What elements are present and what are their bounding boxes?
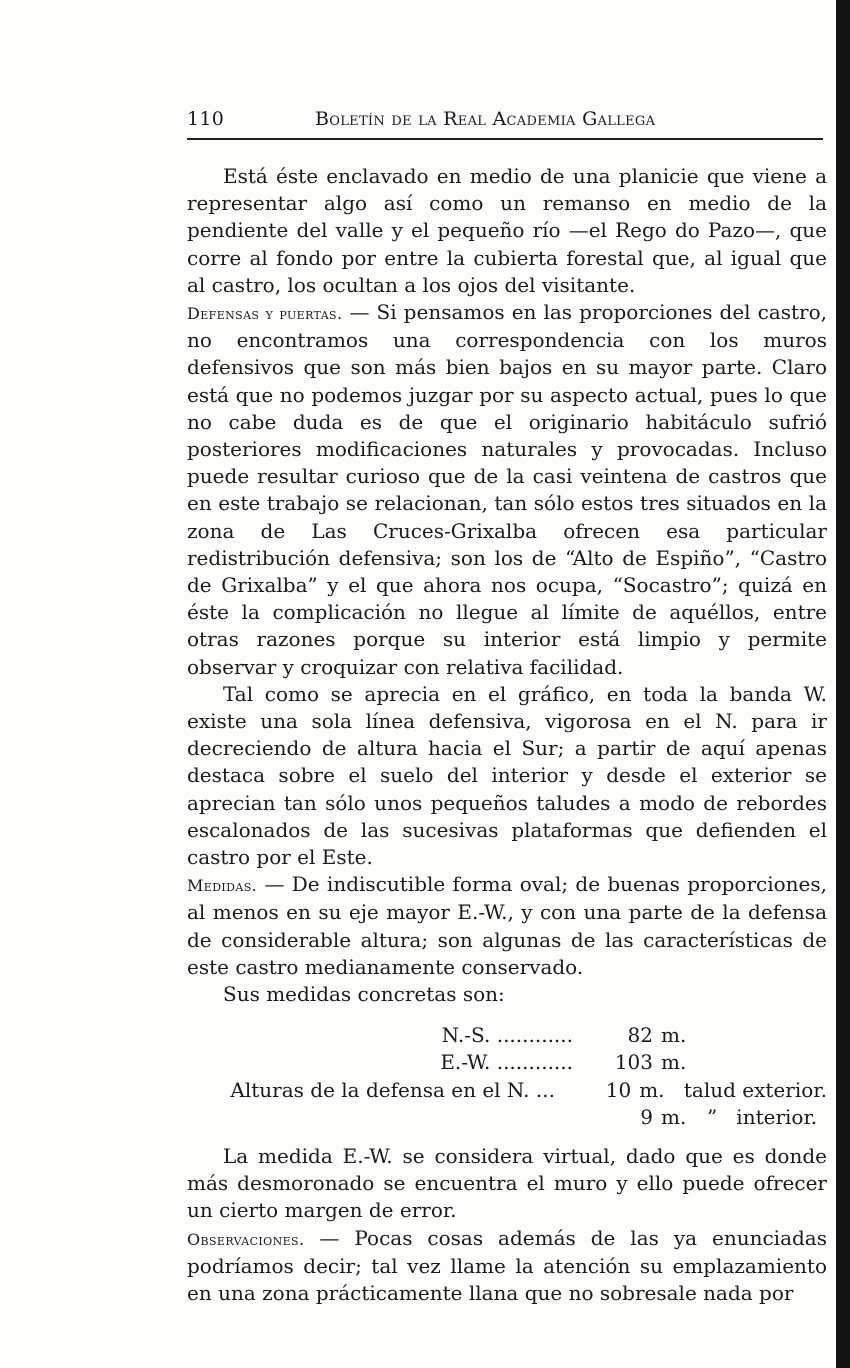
scan-edge-bar <box>836 0 850 1368</box>
paragraph-medida-virtual: La medida E.-W. se considera virtual, dado que es donde más desmoronado se encuentra el muro y ello puede ofrecer un cierto margen de error. <box>187 1144 827 1223</box>
section-heading-defensas: Defensas y puertas. <box>187 304 343 324</box>
measurement-row: N.-S. ............ 82 m. <box>441 1023 687 1048</box>
running-title: Boletín de la Real Academia Gallega <box>315 108 656 130</box>
measurement-row: E.-W. ............ 103 m. <box>440 1050 687 1075</box>
paragraph-medidas-intro: Sus medidas concretas son: <box>223 982 505 1007</box>
paragraph-defensas: Defensas y puertas. — Si pensamos en las proporciones del castro, no encontramos una correspondencia con los muros defensivos que son más bien bajos en su mayor parte. Claro está que no podemos juzgar por su aspecto actual, pues lo que no cabe duda es de que el originario habitáculo sufrió posteriores modificaciones naturales y provocadas. Incluso puede resultar curioso que de la casi veintena de castros que en este trabajo se relacionan, tan sólo estos tres situados en la zona de Las Cruces-Grixalba ofrecen esa particular redistribución defensiva; son los de “Alto de Espiño”, “Castro de Grixalba” y el que ahora nos ocupa, “Socastro”; quizá en éste la complicación no llegue al límite de aquéllos, entre otras razones porque su interior está limpio y permite observar y croquizar con relativa facilidad. <box>187 300 828 679</box>
paragraph-intro: Está éste enclavado en medio de una planicie que viene a representar algo así como un remanso en medio de la pendiente del valle y el pequeño río —el Rego do Pazo—, que corre al fondo por entre la cubierta forestal que, al igual que al castro, los ocultan a los ojos del visitante. <box>187 164 827 297</box>
header-rule <box>187 138 823 140</box>
page-number: 110 <box>187 108 225 130</box>
paragraph-observaciones: Observaciones. — Pocas cosas además de las ya enunciadas podríamos decir; tal vez llame la atención su emplazamiento en una zona prácticamente llana que no sobresale nada por <box>187 1225 827 1306</box>
page-header <box>187 108 823 134</box>
measurement-row: Alturas de la defensa en el N. ... 10 m. talud exterior. <box>230 1077 827 1102</box>
paragraph-medidas: Medidas. — De indiscutible forma oval; de buenas proporciones, al menos en su eje mayor E.-W., y con una parte de la defensa de considerable altura; son algunas de las características de este castro medianamente conservado. <box>187 872 827 979</box>
measurements-table <box>187 1022 827 1131</box>
paragraph-grafico: Tal como se aprecia en el gráfico, en toda la banda W. existe una sola línea defensiva, vigorosa en el N. para ir decreciendo de altura hacia el Sur; a partir de aquí apenas destaca sobre el suelo del interior y desde el exterior se aprecian tan sólo unos pequeños taludes a modo de rebordes escalonados de las sucesivas plataformas que defienden el castro por el Este. <box>187 681 827 870</box>
page-body <box>187 163 827 1307</box>
section-heading-observaciones: Observaciones. <box>187 1229 305 1249</box>
measurement-row: 9 m. ” interior. <box>640 1104 818 1129</box>
section-heading-medidas: Medidas. <box>187 876 258 896</box>
